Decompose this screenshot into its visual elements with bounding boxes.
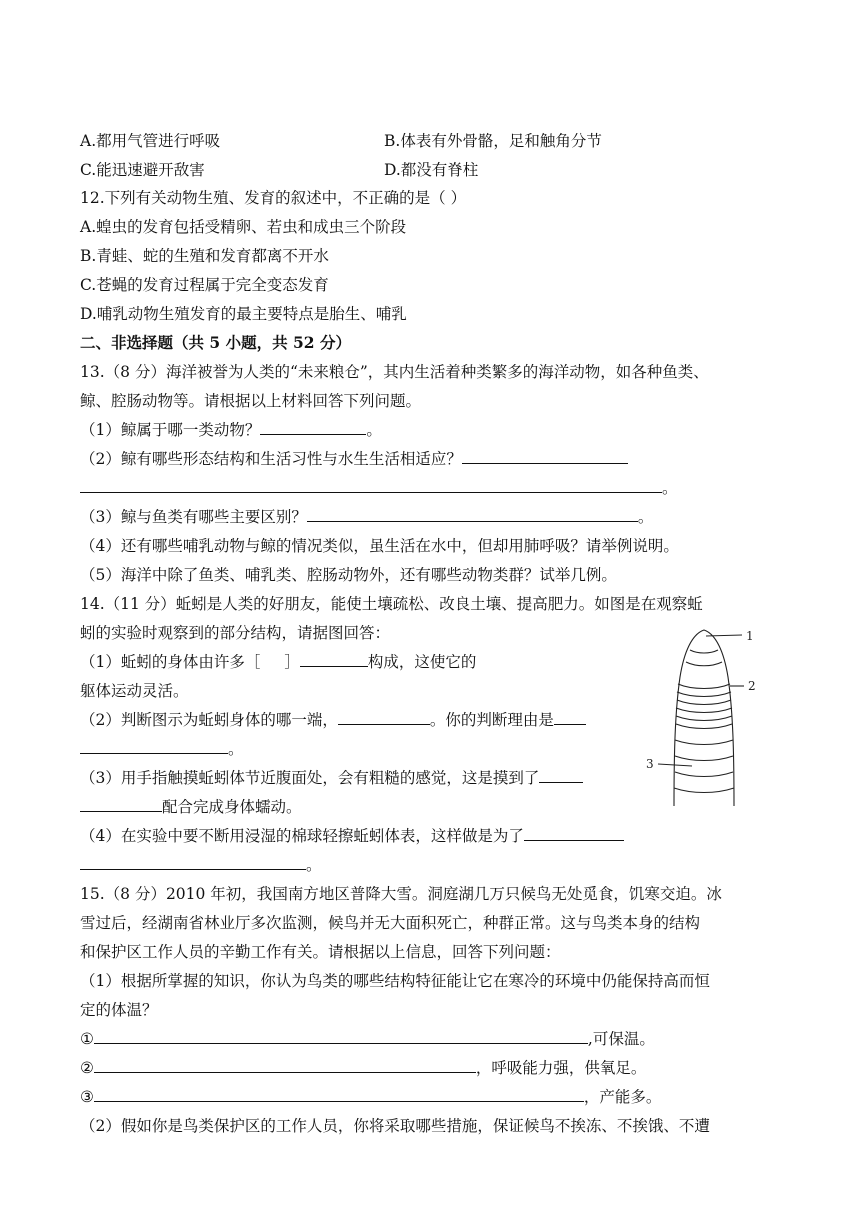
q11-option-d: D.都没有脊柱 [384,161,479,179]
q13-part1-text: （1）鲸属于哪一类动物？ [80,421,261,439]
q13-part3-end: 。 [637,508,654,526]
q14-part1-cont: 躯体运动灵活。 [80,682,189,700]
q13-part1-blank[interactable] [260,419,366,435]
q14-part4-cont [80,854,322,876]
q15-blank-3[interactable] [94,1086,584,1102]
q15-blank-3-end: ，产能多。 [583,1088,662,1106]
q15-stem-line3: 和保护区工作人员的辛勤工作有关。请根据以上信息，回答下列问题： [80,943,561,961]
q15-stem-line1: 15.（8 分）2010 年初，我国南方地区普降大雪。洞庭湖几万只候鸟无处觅食，饥寒交迫。冰 [80,885,722,903]
q11-option-a: A.都用气管进行呼吸 [80,132,221,150]
q14-part1-blank[interactable] [300,651,368,667]
q15-blank-1-end: ,可保温。 [587,1030,655,1048]
q15-blank-2[interactable] [94,1057,476,1073]
q13-stem-line1: 13.（8 分）海洋被誉为人类的“未来粮仓”，其内生活着种类繁多的海洋动物，如各种鱼类、 [80,363,709,381]
q13-part4: （4）还有哪些哺乳动物与鲸的情况类似，虽生活在水中，但却用肺呼吸？请举例说明。 [80,537,679,555]
q15-part2: （2）假如你是鸟类保护区的工作人员，你将采取哪些措施，保证候鸟不挨冻、不挨饿、不遭 [80,1117,710,1135]
q12-option-b: B.青蛙、蛇的生殖和发育都离不开水 [80,247,329,265]
q14-part2-cont [80,738,244,760]
q13-part2 [80,448,628,470]
q15-blank-row-2 [80,1057,646,1079]
q15-marker-3: ③ [80,1088,94,1106]
earthworm-figure [640,622,770,806]
q13-part2-text: （2）鲸有哪些形态结构和生活习性与水生生活相适应？ [80,450,462,468]
q15-marker-2: ② [80,1059,94,1077]
q14-part2-text-b: 。你的判断理由是 [429,711,554,729]
q13-part3-blank[interactable] [307,506,638,522]
q14-part2-text-a: （2）判断图示为蚯蚓身体的哪一端， [80,711,338,729]
q14-part1 [80,651,476,673]
q14-part1-text-c: 构成，这使它的 [367,653,477,671]
q14-part3 [80,767,699,789]
q14-part4-blank-a[interactable] [524,825,624,841]
q15-blank-2-end: ，呼吸能力强，供氧足。 [475,1059,647,1077]
q13-part5: （5）海洋中除了鱼类、哺乳类、腔肠动物外，还有哪些动物类群？试举几例。 [80,566,617,584]
q14-part4 [80,825,624,847]
q15-part1-line1: （1）根据所掌握的知识，你认为鸟类的哪些结构特征能让它在寒冷的环境中仍能保持高而恒 [80,972,710,990]
q14-part2-blank-a[interactable] [338,709,430,725]
q14-part3-blank-b[interactable] [80,796,162,812]
q15-blank-row-3 [80,1086,661,1108]
q14-part4-text: （4）在实验中要不断用浸湿的棉球轻擦蚯蚓体表，这样做是为了 [80,827,524,845]
q14-part3-cont [80,796,302,818]
q14-part2-end: 。 [228,740,244,758]
q14-part1-text-b: ］ [284,653,300,671]
q14-part3-text-c: 配合完成身体蠕动。 [162,798,302,816]
q14-part2-blank-b[interactable] [554,709,586,725]
q12-option-d: D.哺乳动物生殖发育的最主要特点是胎生、哺乳 [80,305,407,323]
q13-part2-blank-b[interactable] [80,477,662,493]
figure-label-2: 2 [748,679,756,693]
q14-part1-text-a: （1）蚯蚓的身体由许多［ [80,653,261,671]
q12-option-a: A.蝗虫的发育包括受精卵、若虫和成虫三个阶段 [80,218,407,236]
q11-option-b: B.体表有外骨骼，足和触角分节 [384,132,602,150]
figure-label-3: 3 [646,757,654,771]
q14-part4-end: 。 [306,856,322,874]
figure-label-1: 1 [746,629,754,643]
q14-part4-blank-b[interactable] [80,854,306,870]
q14-part2-blank-c[interactable] [80,738,228,754]
q14-stem-line1: 14.（11 分）蚯蚓是人类的好朋友，能使土壤疏松、改良土壤、提高肥力。如图是在观察蚯 [80,595,703,613]
q14-stem-line2: 蚓的实验时观察到的部分结构，请据图回答： [80,624,391,642]
q14-part3-text-a: （3）用手指触摸蚯蚓体节近腹面处，会有粗糙的感觉，这是摸到了 [80,769,540,787]
q13-part2-cont [80,477,678,499]
q15-marker-1: ① [80,1030,94,1048]
q13-part2-end: 。 [662,479,678,497]
q15-stem-line2: 雪过后，经湖南省林业厅多次监测，候鸟并无大面积死亡，种群正常。这与鸟类本身的结构 [80,914,701,932]
q14-part3-blank-a[interactable] [539,767,583,783]
q13-part1 [80,419,382,441]
q15-part1-line2: 定的体温？ [80,1001,158,1019]
q12-stem: 12.下列有关动物生殖、发育的叙述中，不正确的是（ ） [80,189,467,207]
q13-part1-end: 。 [366,421,382,439]
q15-blank-1[interactable] [94,1028,588,1044]
q13-stem-line2: 鲸、腔肠动物等。请根据以上材料回答下列问题。 [80,392,422,410]
q13-part3 [80,506,653,528]
q11-option-c: C.能迅速避开敌害 [80,161,205,179]
q12-option-c: C.苍蝇的发育过程属于完全变态发育 [80,276,329,294]
q14-part2 [80,709,586,731]
q13-part3-text: （3）鲸与鱼类有哪些主要区别？ [80,508,307,526]
section-title: 二、非选择题（共 5 小题，共 52 分） [80,333,351,352]
q15-blank-row-1 [80,1028,655,1050]
q13-part2-blank-a[interactable] [462,448,628,464]
